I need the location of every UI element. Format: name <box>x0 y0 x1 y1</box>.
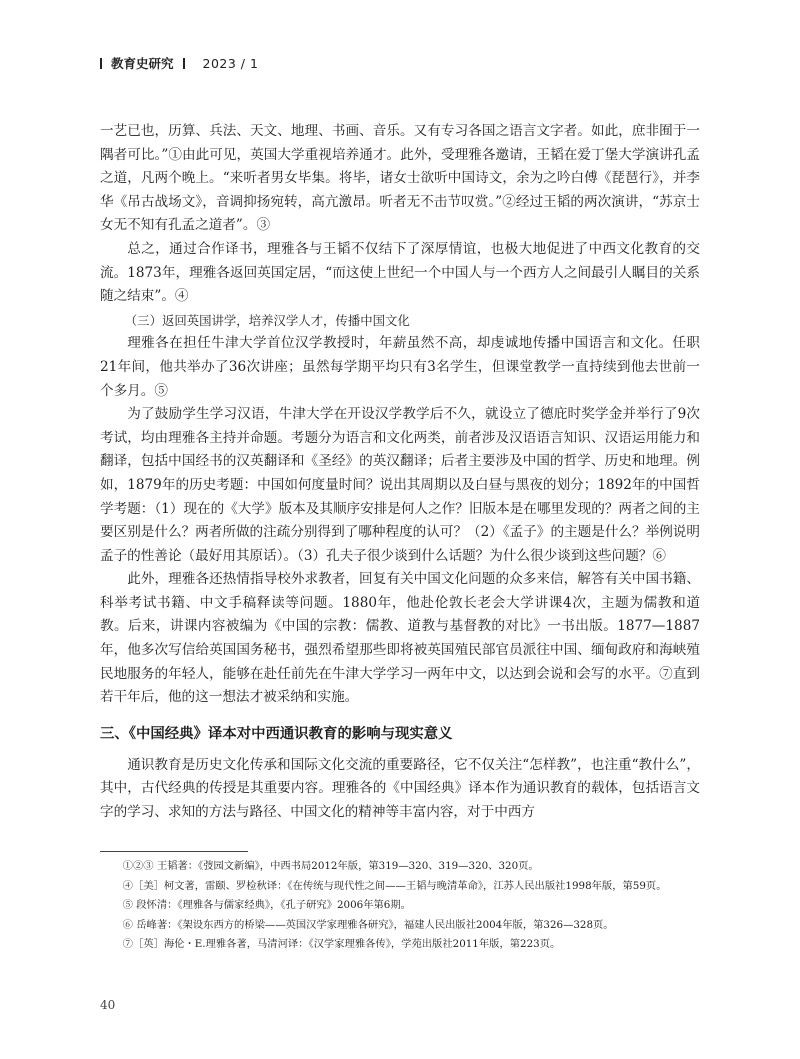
section-heading: 三、《中国经典》译本对中西通识教育的影响与现实意义 <box>100 725 453 742</box>
footnote-divider <box>100 851 248 852</box>
header-bar-left <box>100 58 102 69</box>
paragraph-general-education: 通识教育是历史文化传承和国际文化交流的重要路径，它不仅关注“怎样教”，也注重“教什么”，其中，古代经典的传授是其重要内容。理雅各的《中国经典》译本作为通识教育的载体，包括语言文字的学习、求知的方法与路径、中国文化的精神等丰富内容，对于中西方 <box>100 756 700 821</box>
footnote-2: ④［美］柯文著，雷颐、罗检秋译：《在传统与现代性之间——王韬与晚清革命》，江苏人民出版社1998年版，第59页。 <box>122 879 667 892</box>
paragraph-oxford-professor: 理雅各在担任牛津大学首位汉学教授时，年薪虽然不高，却虔诚地传播中国语言和文化。任职21年间，他共举办了36次讲座；虽然每学期平均只有3名学生，但课堂教学一直持续到他去世前一个多月。⑤ <box>100 335 700 399</box>
header-bar-right <box>183 58 185 69</box>
subsection-heading: （三）返回英国讲学，培养汉学人才，传播中国文化 <box>124 312 410 328</box>
article-body <box>100 120 700 825</box>
journal-name: 教育史研究 <box>111 56 174 71</box>
paragraph-outreach: 此外，理雅各还热情指导校外求教者，回复有关中国文化问题的众多来信，解答有关中国书籍、科举考试书籍、中文手稿释读等问题。1880年，他赴伦敦长老会大学讲课4次，主题为儒教和道教。后来，讲课内容被编为《中国的宗教：儒教、道教与基督教的对比》一书出版。1877—1887年，他多次写信给英国国务秘书，强烈希望那些即将被英国殖民部官员派往中国、缅甸政府和海峡殖民地服务的年轻人，能够在赴任前先在牛津大学学习一两年中文，以达到会说和会写的水平。⑦直到若干年后，他的这一想法才被采纳和实施。 <box>100 571 700 706</box>
footnote-5: ⑦［英］海伦・E.理雅各著，马清河译：《汉学家理雅各传》，学苑出版社2011年版，第223页。 <box>122 938 561 951</box>
issue-number: 2023 / 1 <box>202 55 259 71</box>
footnote-4: ⑥ 岳峰著：《架设东西方的桥梁——英国汉学家理雅各研究》，福建人民出版社2004年版，第326—328页。 <box>122 918 614 931</box>
paragraph-continuation: 一艺已也，历算、兵法、天文、地理、书画、音乐。又有专习各国之语言文字者。如此，庶非囿于一隅者可比。”①由此可见，英国大学重视培养通才。此外，受理雅各邀请，王韬在爱丁堡大学演讲孔孟之道，凡两个晚上。“来听者男女毕集。将毕，诸女士欲听中国诗文，余为之吟白傅《琵琶行》，并李华《吊古战场文》，音调抑扬宛转，高亢激昂。听者无不击节叹赏。”②经过王韬的两次演讲，“苏京士女无不知有孔孟之道者”。③ <box>100 123 700 234</box>
running-header <box>100 54 258 72</box>
paragraph-scholarship-exam: 为了鼓励学生学习汉语，牛津大学在开设汉学教学后不久，就设立了德庇时奖学金并举行了9次考试，均由理雅各主持并命题。考题分为语言和文化两类，前者涉及汉语语言知识、汉语运用能力和翻译，包括中国经书的汉英翻译和《圣经》的英汉翻译；后者主要涉及中国的哲学、历史和地理。例如，1879年的历史考题：中国如何度量时间？说出其周期以及白昼与黑夜的划分；1892年的中国哲学考题：（1）现在的《大学》版本及其顺序安排是何人之作？旧版本是在哪里发现的？两者之间的主要区别是什么？两者所做的注疏分别得到了哪种程度的认可？（2）《孟子》的主题是什么？举例说明孟子的性善论（最好用其原话）。（3）孔夫子很少谈到什么话题？为什么很少谈到这些问题？⑥ <box>100 406 700 564</box>
footnotes <box>100 858 700 956</box>
footnote-3: ⑤ 段怀清：《理雅各与儒家经典》，《孔子研究》2006年第6期。 <box>122 899 411 912</box>
footnote-1: ①②③ 王韬著：《弢园文新编》，中西书局2012年版，第319—320、319—320、320页。 <box>122 860 539 872</box>
paragraph-summary: 总之，通过合作译书，理雅各与王韬不仅结下了深厚情谊，也极大地促进了中西文化教育的交流。1873年，理雅各返回英国定居，“而这使上世纪一个中国人与一个西方人之间最引人瞩目的关系随之结束”。④ <box>100 240 700 305</box>
page-number: 40 <box>100 998 116 1012</box>
